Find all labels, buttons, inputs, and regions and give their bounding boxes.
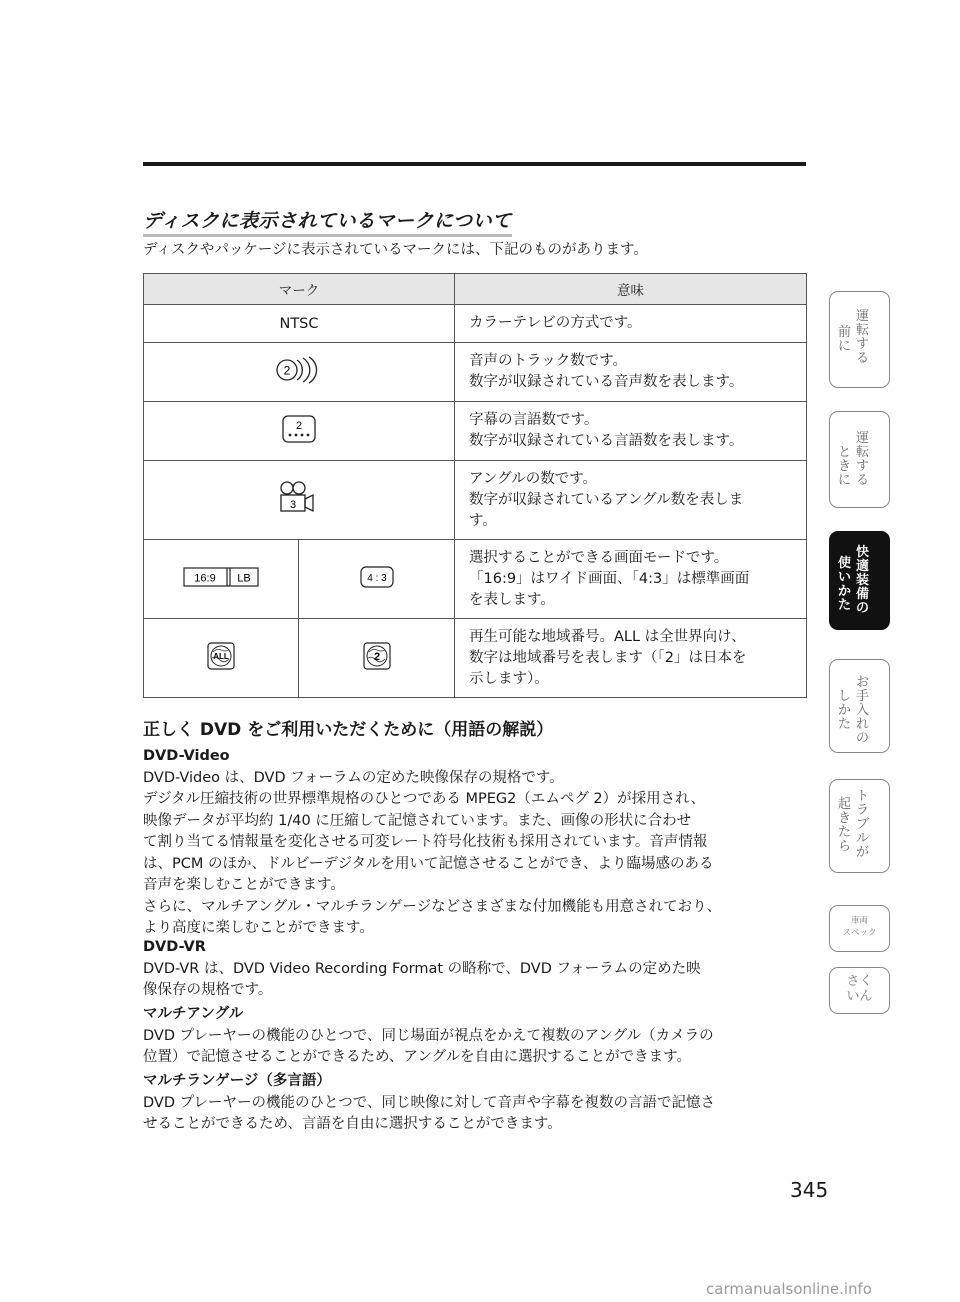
tab-label-line1: さく xyxy=(846,974,873,989)
letterbox-label: LB xyxy=(237,572,251,585)
side-tab-while-driving[interactable] xyxy=(829,411,890,508)
subtitle-count: 2 xyxy=(295,420,303,432)
tab-label-col2: お 手 入 れ の xyxy=(856,675,870,746)
row-meaning: アングルの数です。 数字が収録されているアングル数を表しま す。 xyxy=(455,461,807,540)
tab-label-col2: 快 適 装 備 の xyxy=(856,545,870,616)
glossary-term: DVD-Video xyxy=(143,748,230,764)
glossary-term: マルチランゲージ（多言語） xyxy=(143,1073,331,1089)
glossary-dvd-video: DVD-Video DVD-Video は、DVD フォーラムの定めた映像保存の規格です。 デジタル圧縮技術の世界標準規格のひとつである MPEG2（エムペグ 2）が採用され、 映像データが平均約 1/40 に圧縮して記憶されています。また、画像の形状に合わせ て割り当てる情報量を変化させる可変レート符号化技術も採用されています。音声情報 は、PCM のほか、ドルビーデジタルを用いて記憶させることができ、より臨場感のある 音声を楽しむことができます。 さらに、マルチアングル・マルチランゲージなどさまざまな付加機能も用意されており、 より高度に楽しむことができます。 xyxy=(143,746,808,940)
disc-marks-table xyxy=(143,273,807,698)
intro-text: ディスクやパッケージに表示されているマークには、下記のものがあります。 xyxy=(143,242,648,258)
row-meaning xyxy=(455,305,807,343)
side-tab-before-driving[interactable] xyxy=(829,291,890,388)
tab-label-col1: 使 い か た xyxy=(838,556,852,613)
table-row xyxy=(144,343,807,402)
glossary-multi-language: マルチランゲージ（多言語） DVD プレーヤーの機能のひとつで、同じ映像に対して音声や字幕を複数の言語で記憶さ せることができるため、言語を自由に選択することができます。 xyxy=(143,1071,808,1136)
standard-aspect-icon xyxy=(360,565,394,589)
side-tab-index[interactable] xyxy=(829,967,890,1014)
side-tab-troubleshooting[interactable] xyxy=(829,779,890,873)
side-tab-specs[interactable] xyxy=(829,905,890,952)
audio-track-icon xyxy=(275,355,323,385)
tab-label-line2: いん xyxy=(846,989,873,1004)
table-row xyxy=(144,305,807,343)
row-meaning: 音声のトラック数です。 数字が収録されている音声数を表します。 xyxy=(455,343,807,402)
angle-count: 3 xyxy=(289,499,297,511)
table-row xyxy=(144,619,807,698)
tab-label-col1: 起 き た ら xyxy=(838,797,852,854)
row-meaning: 選択することができる画面モードです。 「16:9」はワイド画面、「4:3」は標準画面 を表します。 xyxy=(455,540,807,619)
glossary-dvd-vr: DVD-VR DVD-VR は、DVD Video Recording Format の略称で、DVD フォーラムの定めた映 像保存の規格です。 xyxy=(143,937,808,1002)
aspect-standard-label: 4 : 3 xyxy=(366,573,387,584)
angle-camera-icon xyxy=(277,480,321,516)
page-number: 345 xyxy=(790,1178,829,1202)
header-meaning: 意味 xyxy=(455,274,807,305)
table-row xyxy=(144,461,807,540)
mark-ntsc: NTSC xyxy=(144,305,455,343)
tab-label-col2: 運 転 す る xyxy=(856,431,870,488)
meaning-line: カラーテレビの方式です。 xyxy=(469,315,642,331)
tab-label-line2: スペック xyxy=(842,928,877,938)
tab-label-col2: ト ラ ブ ル が xyxy=(856,789,870,860)
top-rule xyxy=(143,162,806,166)
watermark-text: carmanualsonline.info xyxy=(706,1280,872,1298)
region-number-icon xyxy=(363,642,391,670)
table-row xyxy=(144,540,807,619)
row-meaning: 字幕の言語数です。 数字が収録されている言語数を表します。 xyxy=(455,402,807,461)
widescreen-lb-icon xyxy=(183,566,259,588)
aspect-wide-label: 16:9 xyxy=(194,572,216,585)
subtitle-icon xyxy=(281,414,317,444)
region-all-icon xyxy=(207,642,235,670)
tab-label-col2: 運 転 す る xyxy=(856,309,870,366)
tab-label-col1: し か た xyxy=(838,689,852,732)
audio-track-count: 2 xyxy=(283,363,291,378)
section-title: ディスクに表示されているマークについて xyxy=(143,206,512,237)
region-number-label: 2 xyxy=(373,651,380,663)
table-header-row xyxy=(144,274,807,305)
tab-label-col1: 前 に xyxy=(838,325,852,354)
row-meaning: 再生可能な地域番号。ALL は全世界向け、 数字は地域番号を表します（「2」は日本を 示します）。 xyxy=(455,619,807,698)
side-tab-maintenance[interactable] xyxy=(829,659,890,753)
tab-label-col1: と き に xyxy=(838,445,852,488)
region-all-label: ALL xyxy=(213,652,229,661)
table-row xyxy=(144,402,807,461)
side-tab-comfort-features[interactable] xyxy=(829,531,890,630)
glossary-term: マルチアングル xyxy=(143,1006,244,1022)
tab-label-line1: 車両 xyxy=(850,916,868,926)
glossary-title: 正しく DVD をご利用いただくために（用語の解説） xyxy=(143,720,554,740)
glossary-term: DVD-VR xyxy=(143,939,206,955)
header-mark: マーク xyxy=(144,274,455,305)
glossary-multi-angle: マルチアングル DVD プレーヤーの機能のひとつで、同じ場面が視点をかえて複数のアングル（カメラの 位置）で記憶させることができるため、アングルを自由に選択することができます。 xyxy=(143,1004,808,1069)
